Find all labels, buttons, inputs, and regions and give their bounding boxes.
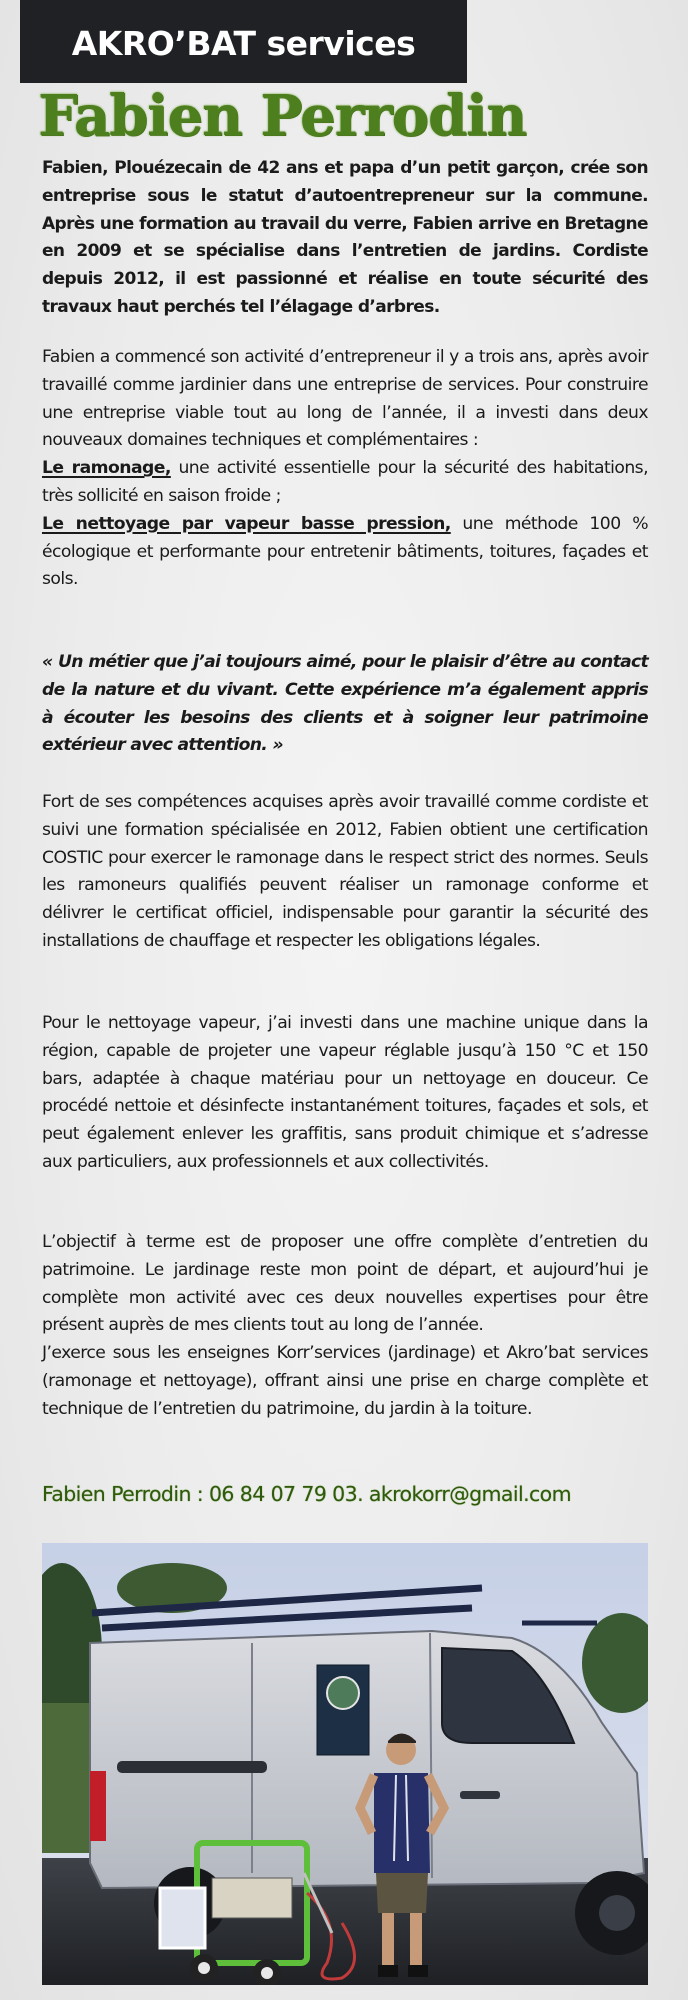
quote-paragraph: « Un métier que j’ai toujours aimé, pour le plaisir d’être au contact de la nature et du vivant. Cette expérience m’a également appris à écouter les besoins des clients et à soigner leur patrimoine extérieur avec attention. » (42, 652, 648, 756)
intro-paragraph: Fabien, Plouézecain de 42 ans et papa d’un petit garçon, crée son entreprise sous le statut d’autoentrepreneur sur la commune. Après une formation au travail du verre, Fabien arrive en Bretagne en 2009 et se spécialise dans l’entretien de jardins. Cordiste depuis 2012, il est passionné et réalise en toute sécurité des travaux haut perchés tel l’élagage d’arbres. (42, 158, 648, 317)
van-photo (42, 1543, 648, 1985)
photo-illustration (42, 1543, 648, 1985)
objective-paragraph (42, 1229, 648, 1424)
certification-paragraph: Fort de ses compétences acquises après avoir travaillé comme cordiste et suivi une formation spécialisée en 2012, Fabien obtient une certification COSTIC pour exercer le ramonage dans le respect strict des normes. Seuls les ramoneurs qualifiés peuvent réaliser un ramonage conforme et délivrer le certificat officiel, indispensable pour garantir la sécurité des installations de chauffage et respecter les obligations légales. (42, 792, 648, 951)
objective-text: L’objectif à terme est de proposer une offre complète d’entretien du patrimoine. Le jardinage reste mon point de départ, et aujourd’hui je complète mon activité avec ces deux nouvelles expertises pour être présent auprès de mes clients tout au long de l’année. (42, 1232, 648, 1336)
service-item-ramonage (42, 455, 648, 511)
page-title: Fabien Perrodin (38, 83, 526, 149)
brands-text: J’exerce sous les enseignes Korr’services (jardinage) et Akro’bat services (ramonage et nettoyage), offrant ainsi une prise en charge complète et technique de l’entretien du patrimoine, du jardin à la toiture. (42, 1343, 648, 1419)
service-title-ramonage: Le ramonage, (42, 458, 171, 479)
contact-line: Fabien Perrodin : 06 84 07 79 03. akrokorr@gmail.com (42, 1482, 571, 1506)
header-banner (20, 0, 467, 83)
banner-title: AKRO’BAT services (71, 24, 416, 63)
activities-paragraph (42, 344, 648, 594)
service-item-nettoyage (42, 511, 648, 594)
service-text-nettoyage: une méthode 100 % écologique et performante pour entretenir bâtiments, toitures, façades et sols. (42, 513, 648, 590)
activities-intro: Fabien a commencé son activité d’entrepreneur il y a trois ans, après avoir travaillé comme jardinier dans une entreprise de services. Pour construire une entreprise viable tout au long de l’année, il a investi dans deux nouveaux domaines techniques et complémentaires : (42, 347, 648, 451)
service-title-nettoyage: Le nettoyage par vapeur basse pression, (42, 513, 451, 534)
service-text-ramonage: une activité essentielle pour la sécurité des habitations, très sollicité en saison froide ; (42, 458, 648, 506)
steam-cleaning-paragraph: Pour le nettoyage vapeur, j’ai investi dans une machine unique dans la région, capable de projeter une vapeur réglable jusqu’à 150 °C et 150 bars, adaptée à chaque matériau pour un nettoyage en douceur. Ce procédé nettoie et désinfecte instantanément toitures, façades et sols, et peut également enlever les graffitis, sans produit chimique et s’adresse aux particuliers, aux professionnels et aux collectivités. (42, 1013, 648, 1172)
